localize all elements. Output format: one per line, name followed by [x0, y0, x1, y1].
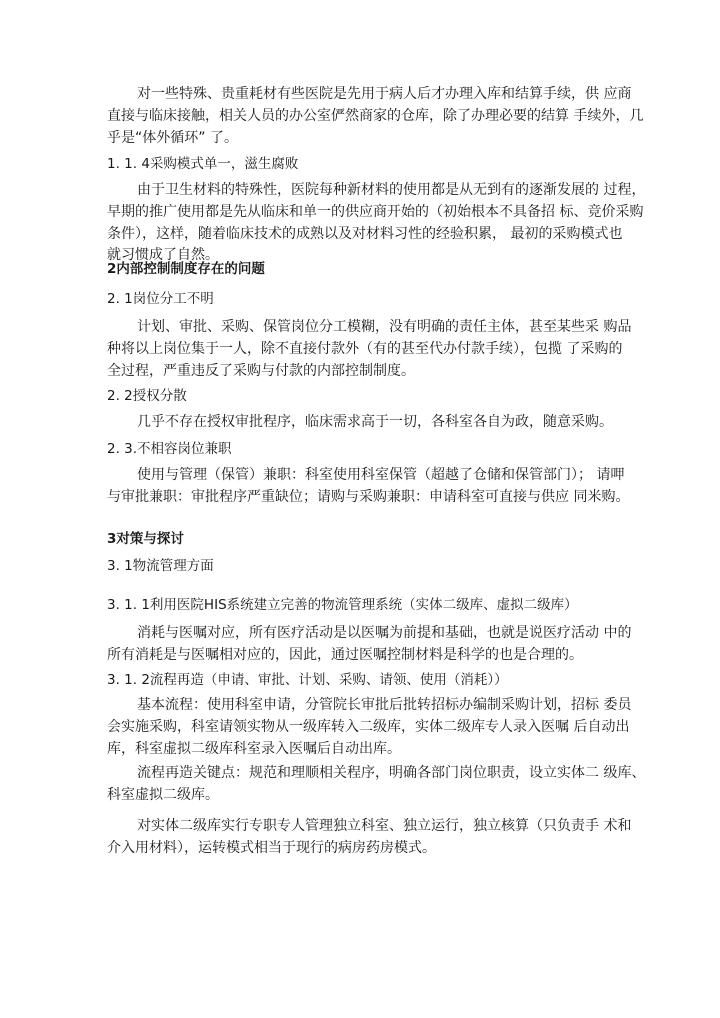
- text-line: 库，科室虚拟二级库科室录入医嘱后自动出库。: [107, 740, 401, 757]
- text-line: 介入用材料），运转模式相当于现行的病房药房模式。: [107, 839, 436, 856]
- heading-3-1: 3. 1物流管理方面: [107, 558, 214, 574]
- text-line: 条件），这样，随着临床技术的成熟以及对材料习性的经验积累， 最初的采购模式也: [107, 225, 623, 242]
- paragraph-procurement-mode: [107, 180, 646, 267]
- text-line: 就习惯成了自然。: [107, 247, 219, 264]
- paragraph-incompatible-posts: [107, 465, 630, 509]
- paragraph-authorization: [107, 412, 617, 434]
- text-line: 对一些特殊、贵重耗材有些医院是先用于病人后才办理入库和结算手续，供 应商: [137, 86, 632, 102]
- text-line: 会实施采购，科室请领实物从一级库转入二级库，实体二级库专人录入医嘱 后自动出: [107, 718, 630, 735]
- paragraph-secondary-warehouse: [107, 816, 632, 860]
- heading-3-1-2: 3. 1. 2流程再造（申请、审批、计划、采购、请领、使用（消耗））: [107, 672, 508, 688]
- text-line: 所有消耗是与医嘱相对应的，因此，通过医嘱控制材料是科学的也是合理的。: [107, 646, 583, 663]
- text-line: 全过程，严重违反了采购与付款的内部控制制度。: [107, 362, 415, 379]
- text-line: 科室虚拟二级库。: [107, 786, 219, 803]
- heading-1-1-4: 1. 1. 4采购模式单一，滋生腐败: [107, 156, 299, 172]
- text-line: 种将以上岗位集于一人，除不直接付款外（有的甚至代办付款手续），包揽 了采购的: [107, 340, 623, 357]
- text-line: 计划、审批、采购、保管岗位分工模糊，没有明确的责任主体，甚至某些采 购品: [137, 319, 632, 335]
- text-line: 流程再造关键点：规范和理顺相关程序，明确各部门岗位职责，设立实体二 级库、: [137, 765, 646, 781]
- text-line: 使用与管理（保管）兼职：科室使用科室保管（超越了仓储和保管部门）； 请呷: [137, 467, 625, 483]
- paragraph-medical-orders: [107, 623, 632, 667]
- text-line: 对实体二级库实行专职专人管理独立科室、独立运行，独立核算（只负责手 术和: [137, 818, 632, 834]
- text-line: 几乎不存在授权审批程序，临床需求高于一切，各科室各自为政，随意采购。: [137, 414, 613, 430]
- text-line: 与审批兼职：审批程序严重缺位；请购与采购兼职：申请科室可直接与供应 同米购。: [107, 488, 630, 505]
- text-line: 消耗与医嘱对应，所有医疗活动是以医嘱为前提和基础，也就是说医疗活动 中的: [137, 625, 632, 641]
- heading-2-3: 2. 3.不相容岗位兼职: [107, 441, 232, 457]
- text-line: 由于卫生材料的特殊性，医院每种新材料的使用都是从无到有的逐渐发展的 过程，: [137, 182, 646, 198]
- paragraph-key-points: [107, 763, 646, 807]
- heading-section-3: 3对策与探讨: [107, 531, 184, 547]
- heading-3-1-1: 3. 1. 1利用医院HIS系统建立完善的物流管理系统（实体二级库、虚拟二级库）: [107, 597, 578, 613]
- heading-2-2: 2. 2授权分散: [107, 388, 187, 404]
- paragraph-special-consumables: [107, 84, 644, 149]
- heading-section-2: 2内部控制制度存在的问题: [107, 261, 265, 277]
- heading-2-1: 2. 1岗位分工不明: [107, 291, 214, 307]
- text-line: 早期的推广使用都是先从临床和单一的供应商开始的（初始根本不具备招 标、竞价采购: [107, 203, 644, 220]
- paragraph-basic-process: [107, 695, 632, 760]
- paragraph-job-division: [107, 317, 632, 382]
- text-line: 乎是“体外循环” 了。: [107, 129, 238, 146]
- text-line: 基本流程：使用科室申请，分管院长审批后批转招标办编制采购计划，招标 委员: [137, 697, 632, 713]
- text-line: 直接与临床接触，相关人员的办公室俨然商家的仓库，除了办理必要的结算 手续外，几: [107, 107, 644, 124]
